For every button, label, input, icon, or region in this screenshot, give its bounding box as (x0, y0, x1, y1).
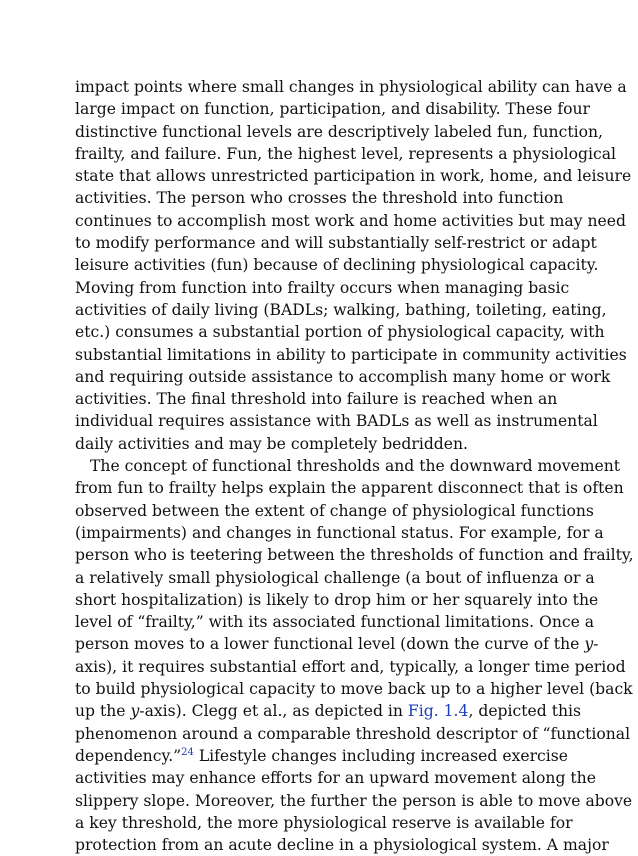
text-line (75, 745, 575, 767)
text-line: state that allows unrestricted participation in work, home, and leisure (75, 167, 632, 186)
text-line: The concept of functional thresholds and the downward movement (90, 457, 621, 476)
text-line: axis), it requires substantial effort and, typically, a longer time period (75, 657, 626, 676)
paragraph-2 (75, 455, 634, 856)
text-line: distinctive functional levels are descriptively labeled fun, function, (75, 122, 603, 141)
italic-axis-label: y (130, 702, 140, 721)
text-line: activities. The person who crosses the threshold into function (75, 189, 564, 208)
text-line: activities may enhance efforts for an upward movement along the (75, 769, 596, 788)
page-body (75, 76, 634, 856)
text-line: from fun to frailty helps explain the apparent disconnect that is often (75, 479, 624, 498)
text-line (75, 633, 599, 655)
text-line: individual requires assistance with BADLs as well as instrumental (75, 412, 598, 431)
text-line: substantial limitations in ability to participate in community activities (75, 345, 627, 364)
figure-link[interactable]: Fig. 1.4 (407, 702, 469, 721)
text-line: Moving from function into frailty occurs when managing basic (75, 278, 570, 297)
text-line (75, 700, 581, 722)
text-line: and requiring outside assistance to accomplish many home or work (75, 367, 611, 386)
text-line: impact points where small changes in physiological ability can have a (75, 78, 627, 96)
text-line: short hospitalization) is likely to drop him or her squarely into the (75, 590, 599, 609)
text-line: a key threshold, the more physiological reserve is available for (75, 813, 573, 832)
text-line: activities. The final threshold into failure is reached when an (75, 390, 558, 409)
text-line: person who is teetering between the thresholds of function and frailty, (75, 546, 634, 565)
text-line: large impact on function, participation, and disability. These four (75, 100, 591, 119)
text-line: daily activities and may be completely bedridden. (75, 434, 469, 453)
reference-link[interactable]: 24 (181, 746, 194, 758)
text-run: -axis). Clegg et al., as depicted in (139, 702, 408, 721)
text-run: dependency.” (75, 746, 182, 765)
text-line: phenomenon around a comparable threshold descriptor of “functional (75, 724, 631, 743)
text-line: level of “frailty,” with its associated functional limitations. Once a (75, 613, 595, 632)
text-run: , depicted this (468, 702, 581, 721)
text-line: etc.) consumes a substantial portion of physiological capacity, with (75, 323, 605, 342)
text-run: up the (75, 702, 131, 721)
text-line: frailty, and failure. Fun, the highest level, represents a physiological (75, 144, 617, 163)
italic-axis-label: y (584, 635, 594, 654)
text-run: person moves to a lower functional level (down the curve of the (75, 635, 585, 654)
text-line: protection from an acute decline in a physiological system. A major (75, 836, 609, 855)
text-line: (impairments) and changes in functional status. For example, for a (75, 523, 604, 542)
text-line: leisure activities (fun) because of declining physiological capacity. (75, 256, 599, 275)
text-run: Lifestyle changes including increased exercise (193, 746, 569, 765)
text-line: a relatively small physiological challenge (a bout of influenza or a (75, 568, 595, 587)
text-line: observed between the extent of change of physiological functions (75, 501, 594, 520)
text-line: activities of daily living (BADLs; walking, bathing, toileting, eating, (75, 300, 607, 319)
text-run: - (593, 635, 599, 654)
paragraph-1 (75, 76, 632, 455)
text-line: to build physiological capacity to move back up to a higher level (back (75, 680, 633, 699)
text-line: to modify performance and will substantially self-restrict or adapt (75, 234, 597, 253)
text-line: slippery slope. Moreover, the further the person is able to move above (75, 791, 633, 810)
text-line: continues to accomplish most work and home activities but may need (75, 211, 626, 230)
